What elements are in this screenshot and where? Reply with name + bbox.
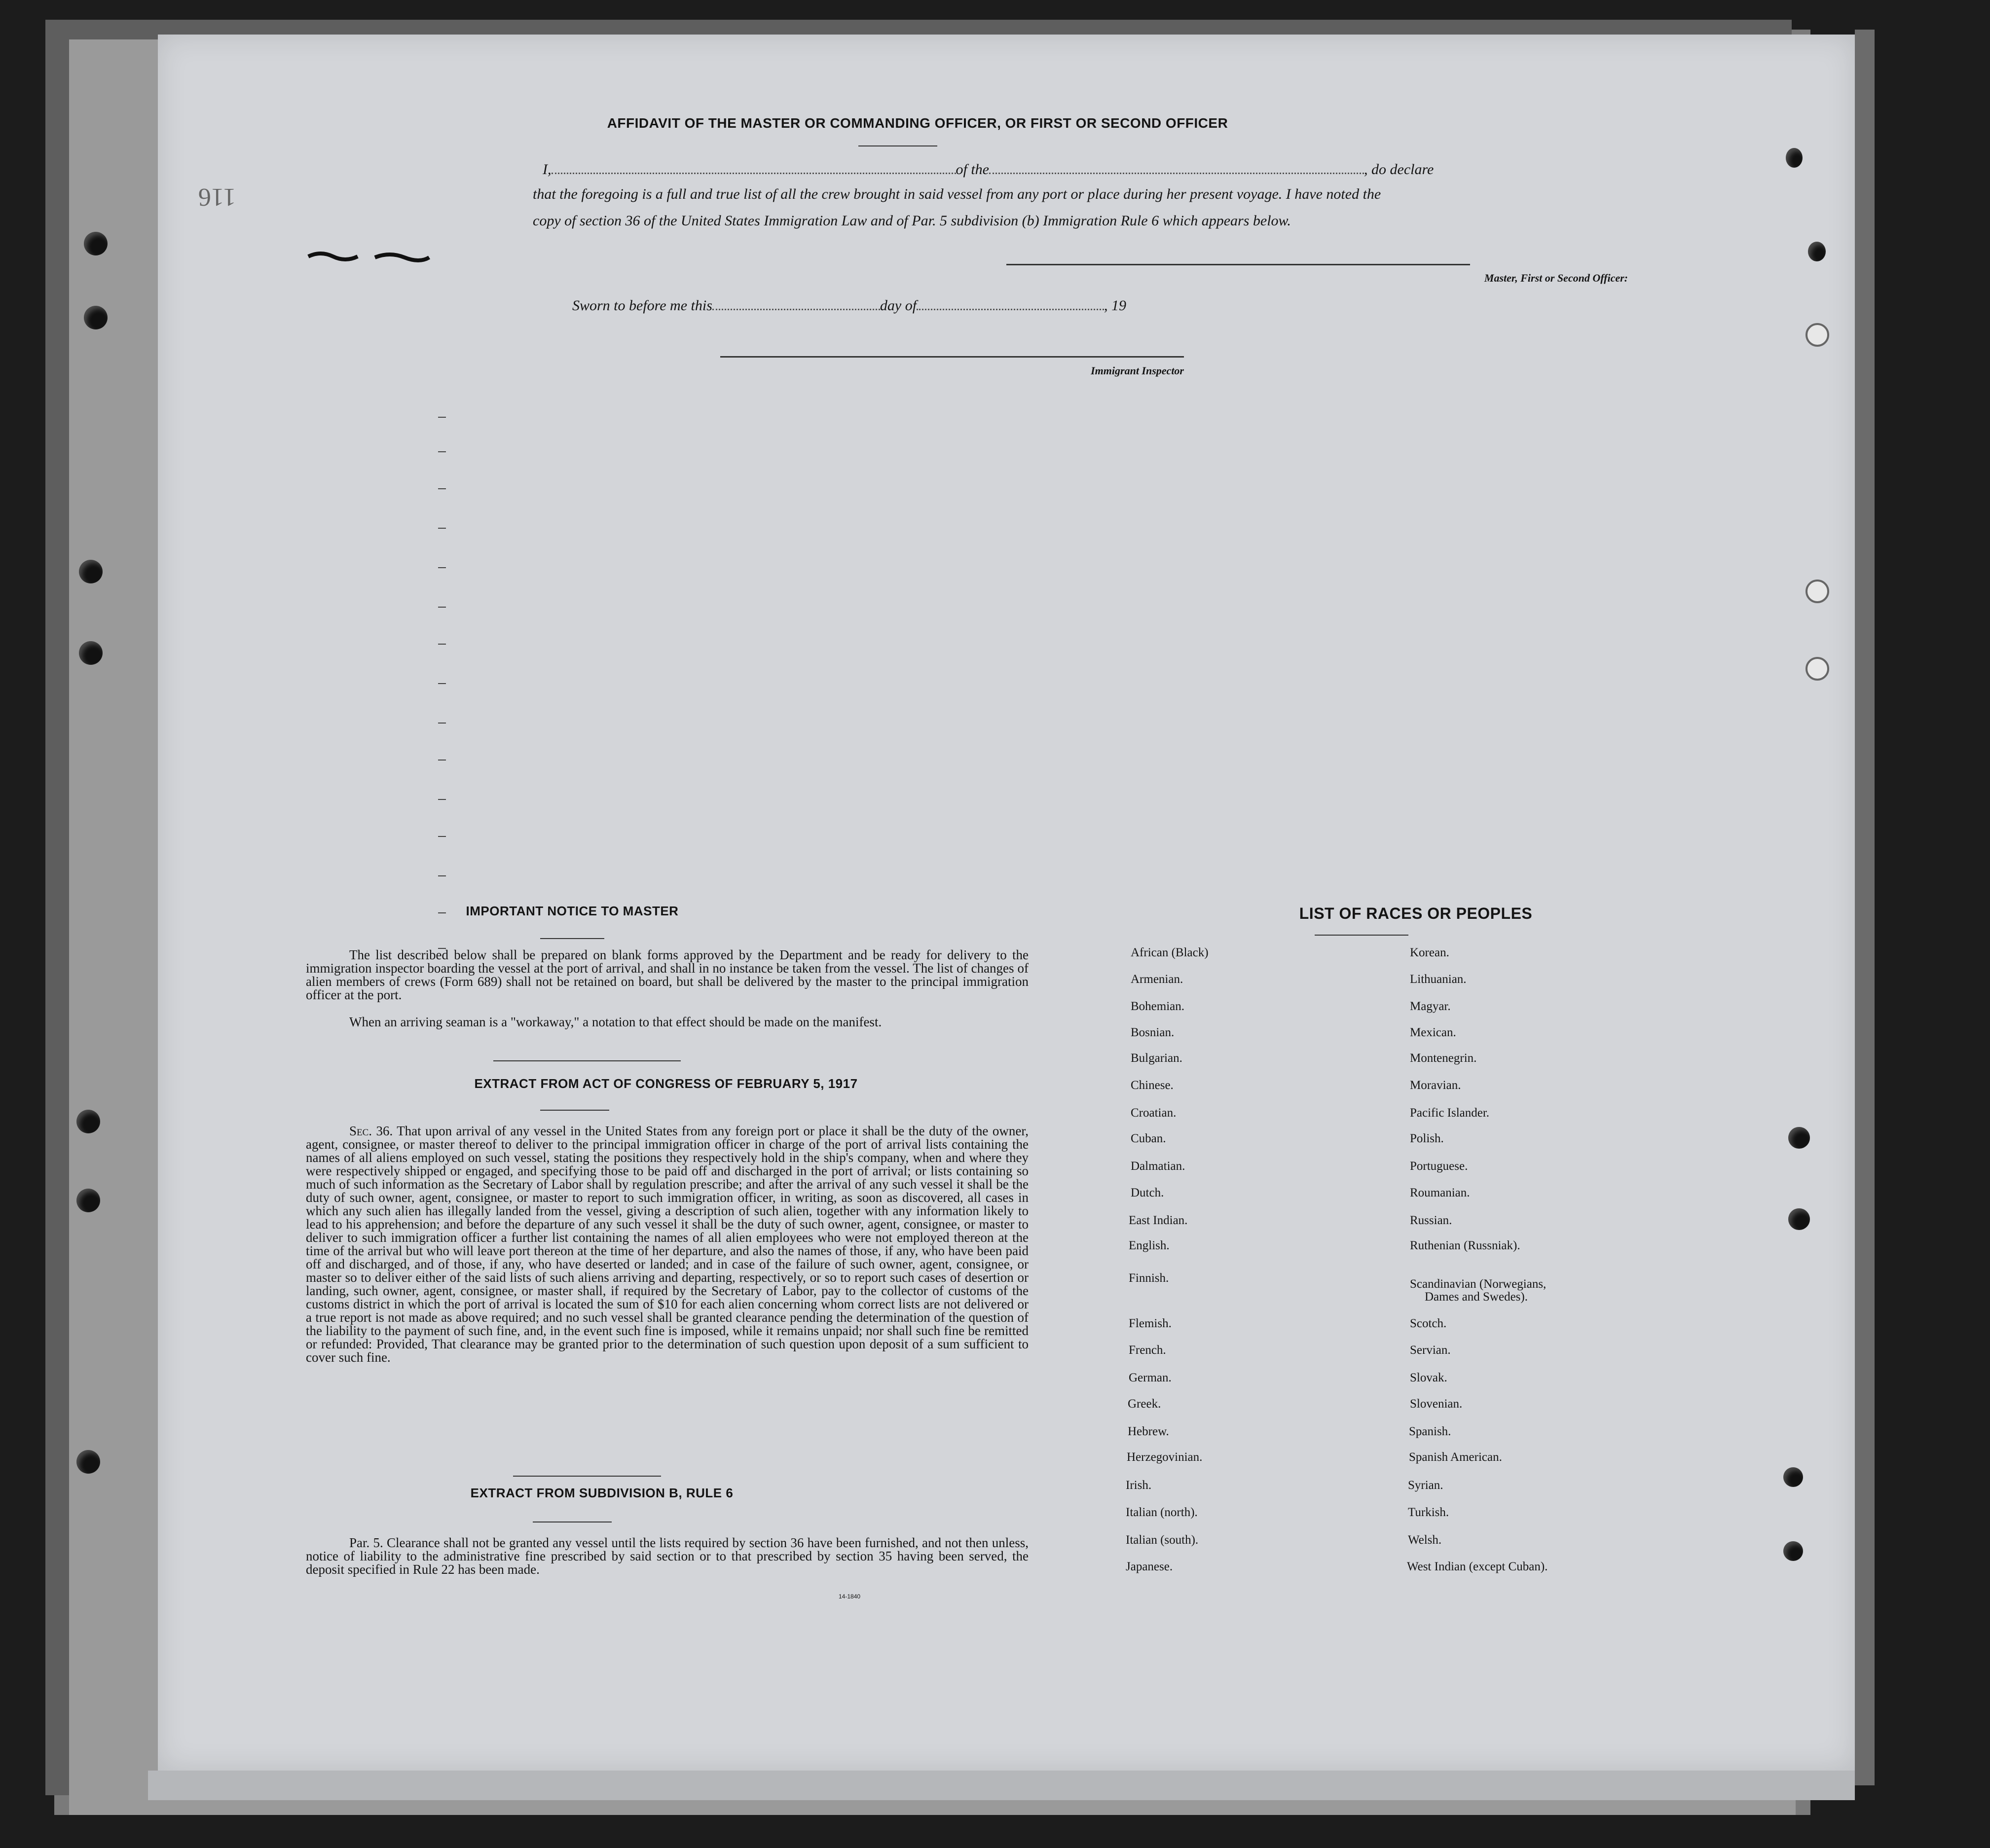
margin-tick [438, 875, 446, 876]
inspector-label: Immigrant Inspector [1091, 364, 1184, 377]
race-item-right: Syrian. [1408, 1479, 1443, 1492]
page-edge [148, 1771, 1855, 1800]
race-item-left: Chinese. [1131, 1079, 1174, 1092]
race-item-left: Italian (south). [1126, 1533, 1199, 1547]
notice-paragraph-1: The list described below shall be prepared on blank forms approved by the Department and be ready for delivery to the immigration inspector boarding the vessel at the port of arrival, and shall in no instance be taken from the vessel. The list of changes of alien members of crews (Form 689) shall not be retained on board, but shall be delivered by the master to the principal immigration officer at the port. [306, 947, 1029, 1002]
race-item-right: Portuguese. [1410, 1160, 1468, 1173]
sworn-month-blank [917, 309, 1104, 310]
notice-title: IMPORTANT NOTICE TO MASTER [466, 904, 679, 918]
binder-hole [79, 641, 103, 665]
affidavit-line-2: that the foregoing is a full and true list of all the crew brought in said vessel from any port or place during her present voyage. I have noted the [533, 186, 1381, 202]
race-item-right: Spanish American. [1409, 1450, 1502, 1464]
race-item-left: Hebrew. [1128, 1425, 1169, 1438]
binder-hole [84, 232, 108, 255]
punch-ring [1806, 323, 1829, 347]
race-item-left: Japanese. [1126, 1560, 1173, 1573]
race-item-left: Finnish. [1129, 1271, 1169, 1285]
race-item-left: German. [1129, 1371, 1172, 1384]
race-item-right: Pacific Islander. [1410, 1106, 1490, 1120]
binder-hole [79, 560, 103, 583]
title-rule [858, 145, 937, 146]
race-item-right: Scandinavian (Norwegians, [1410, 1277, 1547, 1291]
section-rule [493, 1060, 681, 1061]
race-item-right: Korean. [1410, 946, 1449, 959]
margin-tick [438, 644, 446, 645]
affidavit-line-1: I, of the , do declare [543, 161, 1434, 178]
binder-hole [1783, 1467, 1803, 1487]
race-item-left: Bosnian. [1131, 1026, 1175, 1039]
race-item-right: Roumanian. [1410, 1186, 1470, 1199]
margin-tick [438, 683, 446, 684]
punch-ring [1806, 657, 1829, 681]
race-item-left: French. [1129, 1343, 1166, 1357]
margin-tick [438, 528, 446, 529]
signature-line [1006, 264, 1470, 265]
race-item-left: Dutch. [1131, 1186, 1164, 1199]
race-item-left: Cuban. [1131, 1132, 1166, 1145]
affidavit-i: I, [543, 161, 552, 178]
sworn-line [572, 295, 1263, 317]
race-item-right: Polish. [1410, 1132, 1444, 1145]
binder-hole [76, 1189, 100, 1212]
title-rule [540, 938, 604, 939]
sworn-day-of: day of [880, 297, 917, 314]
sworn-prefix: Sworn to before me this [572, 297, 712, 314]
race-item-left: Irish. [1126, 1479, 1152, 1492]
race-item-right: Moravian. [1410, 1079, 1461, 1092]
race-item-right: Magyar. [1410, 1000, 1451, 1013]
form-page [158, 35, 1855, 1771]
act-title: EXTRACT FROM ACT OF CONGRESS OF FEBRUARY 5, 1917 [474, 1076, 858, 1091]
binder-hole [84, 306, 108, 329]
race-item-left: African (Black) [1131, 946, 1209, 959]
margin-tick [438, 836, 446, 837]
rule-title: EXTRACT FROM SUBDIVISION B, RULE 6 [470, 1486, 734, 1500]
binder-hole [76, 1450, 100, 1474]
margin-tick [438, 607, 446, 608]
race-item-right: Turkish. [1408, 1506, 1449, 1519]
affidavit-line-3: copy of section 36 of the United States Immigration Law and of Par. 5 subdivision (b) Immigration Rule 6 which appears below. [533, 213, 1291, 229]
race-item-right: Ruthenian (Russniak). [1410, 1239, 1520, 1252]
title-rule [1315, 935, 1408, 936]
margin-tick [438, 799, 446, 800]
notice-paragraph-2: When an arriving seaman is a "workaway," a notation to that effect should be made on the manifest. [349, 1015, 882, 1029]
race-item-left: Armenian. [1131, 973, 1183, 986]
race-item-left: Bulgarian. [1131, 1051, 1182, 1065]
race-item-right: Scotch. [1410, 1317, 1447, 1330]
race-item-right: Slovenian. [1410, 1397, 1463, 1411]
affidavit-of-the: of the [956, 161, 989, 178]
act-text [306, 1124, 1029, 1364]
act-section-label: Sec. 36. [349, 1123, 393, 1138]
race-item-right: Montenegrin. [1410, 1051, 1477, 1065]
sworn-day-blank [712, 309, 880, 310]
margin-tick [438, 488, 446, 489]
act-section-body: That upon arrival of any vessel in the United States from any foreign port or place it shall be the duty of the owner, agent, consignee, or master thereof to deliver to the principal immigration officer in charge of the port of arrival lists containing the names of all aliens employed on such vessel, stating the positions they respectively hold in the ship's company, when and where they were respectively shipped or engaged, and specifying those to be paid off and discharged in the port of arrival; or lists containing so much of such information as the Secretary of Labor shall by regulation prescribe; and after the arrival of any such vessel it shall be the duty of such owner, agent, consignee, or master to report to such immigration officer, in writing, as soon as discovered, all cases in which any such alien has illegally landed from the vessel, giving a description of such alien, together with any information likely to lead to his apprehension; and before the departure of any such vessel it shall be the duty of such owner, agent, consignee, or master to deliver to such immigration officer a further list containing the names of all alien employees who were not employed thereon at the time of the arrival but who will leave port thereon at the time of her departure, and also the names of those, if any, who have been paid off and discharged, and of those, if any, who have deserted or landed; and in case of the failure of such owner, agent, consignee, or master so to deliver either of the said lists of such aliens arriving and departing, respectively, or so to report such cases of desertion or landing, such owner, agent, consignee, or master shall, if required by the Secretary of Labor, pay to the collector of customs of the customs district in which the port of arrival is located the sum of $10 for each alien concerning whom correct lists are not delivered or a true report is not made as above required; and no such vessel shall be granted clearance pending the determination of the question of the liability to the payment of such fine, and, in the event such fine is imposed, while it remains unpaid; nor shall such fine be remitted or refunded: Provided, That clearance may be granted prior to the determination of such question upon deposit of a sum sufficient to cover such fine. [306, 1123, 1029, 1365]
race-item-right: Russian. [1410, 1214, 1452, 1227]
binder-hole [1783, 1541, 1803, 1561]
inspector-line [720, 356, 1184, 358]
punch-ring [1806, 580, 1829, 603]
vessel-blank [989, 173, 1364, 174]
race-item-left: Croatian. [1131, 1106, 1177, 1120]
races-title: LIST OF RACES OR PEOPLES [1299, 905, 1533, 922]
race-item-left: Bohemian. [1131, 1000, 1185, 1013]
title-rule [540, 1110, 609, 1111]
affidavit-do-declare: do declare [1371, 161, 1434, 178]
race-item-right: Lithuanian. [1410, 973, 1467, 986]
race-item-right: West Indian (except Cuban). [1407, 1560, 1548, 1573]
signature-label: Master, First or Second Officer: [1484, 272, 1628, 284]
margin-tick [438, 723, 446, 724]
race-item-left: Herzegovinian. [1127, 1450, 1203, 1464]
page-edge [1855, 30, 1875, 1785]
sworn-year: , 19 [1104, 297, 1127, 314]
race-item-right: Slovak. [1410, 1371, 1447, 1384]
section-rule [513, 1476, 661, 1477]
page-number: 116 [198, 183, 236, 211]
binder-hole [1808, 242, 1826, 261]
name-blank [552, 173, 956, 174]
race-item-left: Flemish. [1129, 1317, 1172, 1330]
margin-tick [438, 417, 446, 418]
affidavit-title: AFFIDAVIT OF THE MASTER OR COMMANDING OFFICER, OR FIRST OR SECOND OFFICER [607, 115, 1228, 131]
race-item-left: English. [1129, 1239, 1170, 1252]
margin-tick [438, 760, 446, 761]
race-item-right: Dames and Swedes). [1425, 1290, 1528, 1304]
race-item-right: Mexican. [1410, 1026, 1456, 1039]
race-item-right: Spanish. [1409, 1425, 1451, 1438]
race-item-left: Italian (north). [1126, 1506, 1198, 1519]
binder-hole [1788, 1208, 1810, 1230]
margin-tick [438, 567, 446, 568]
race-item-left: Dalmatian. [1131, 1160, 1185, 1173]
race-item-left: Greek. [1128, 1397, 1161, 1411]
margin-tick [438, 451, 446, 452]
binder-hole [76, 1110, 100, 1133]
ink-mark [306, 247, 434, 266]
race-item-right: Servian. [1410, 1343, 1451, 1357]
rule-text: Par. 5. Clearance shall not be granted any vessel until the lists required by section 36 have been furnished, and not then unless, notice of liability to the administrative fine prescribed by said section or to that prescribed by section 35 having been served, the deposit specified in Rule 22 has been made. [306, 1535, 1029, 1577]
form-number: 14-1840 [839, 1593, 861, 1600]
race-item-right: Welsh. [1408, 1533, 1442, 1547]
binder-hole [1788, 1127, 1810, 1149]
race-item-left: East Indian. [1129, 1214, 1188, 1227]
binder-hole [1786, 148, 1803, 168]
